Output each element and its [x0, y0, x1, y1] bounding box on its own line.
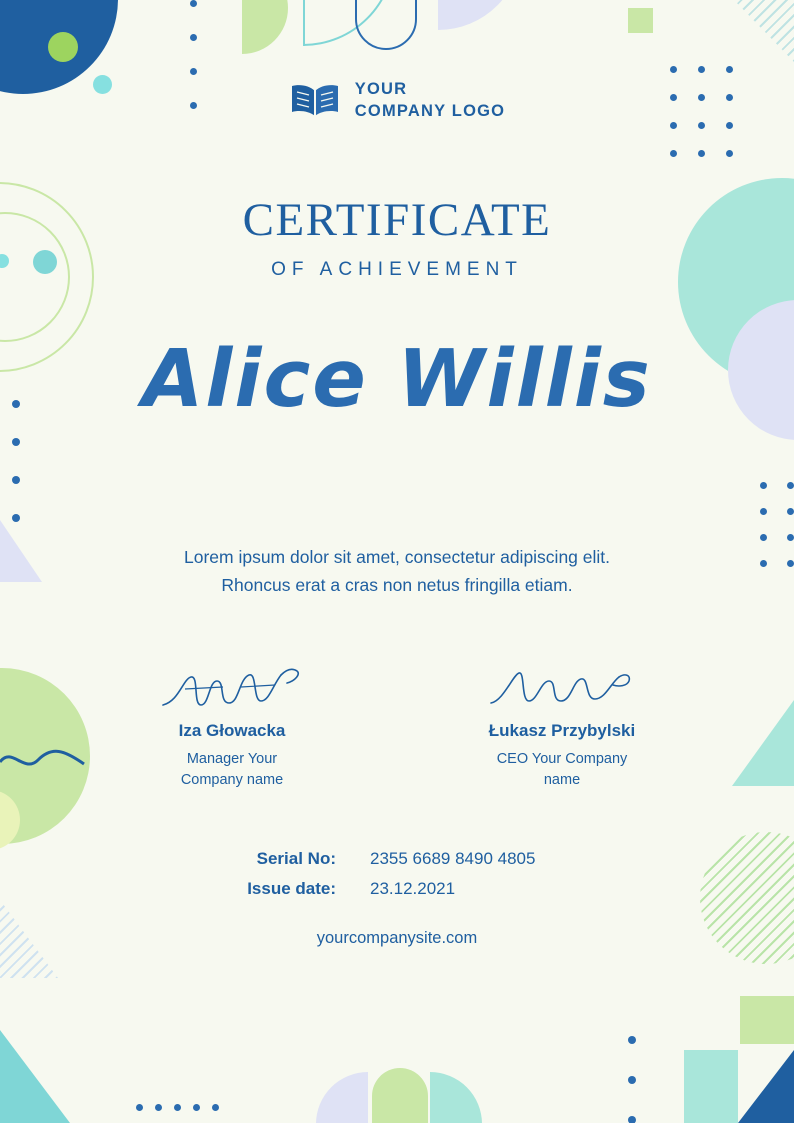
signature-mark-1 — [137, 661, 327, 713]
serial-label: Serial No: — [256, 848, 336, 868]
decor-teal-arc — [303, 0, 395, 46]
recipient-name: Alice Willis — [142, 332, 652, 425]
decor-bottom-dot-row — [136, 1104, 219, 1111]
decor-navy-triangle-bottom-right — [738, 1050, 794, 1123]
signature-mark-2 — [467, 661, 657, 713]
serial-value: 2355 6689 8490 4805 — [370, 848, 536, 868]
logo-line-1: YOUR — [354, 80, 408, 98]
issue-date-value: 23.12.2021 — [370, 878, 456, 898]
serial-row — [0, 849, 794, 869]
signatory-role-1 — [137, 749, 327, 791]
decor-lavender-shape-bottom — [316, 1072, 368, 1123]
issue-date-row — [0, 879, 794, 899]
decor-bottom-right-dot-column — [628, 1036, 636, 1123]
signatory-role-2 — [467, 749, 657, 791]
certificate-body-text: Lorem ipsum dolor sit amet, consectetur adipiscing elit. Rhoncus erat a cras non netus fringilla etiam. — [183, 546, 611, 595]
website-url[interactable]: yourcompanysite.com — [316, 928, 478, 947]
signatory-name-2: Łukasz Przybylski — [488, 720, 636, 740]
decor-green-half-circle — [242, 0, 288, 54]
logo-text — [355, 78, 505, 123]
decor-green-dot — [48, 32, 78, 62]
decor-green-square-bottom-right — [740, 996, 794, 1044]
decor-green-square — [628, 8, 653, 33]
signature-block-2 — [467, 661, 657, 791]
certificate-title: CERTIFICATE — [242, 193, 552, 246]
certificate-meta — [0, 849, 794, 899]
signature-section — [0, 661, 794, 791]
certificate-content — [0, 78, 794, 948]
decor-teal-square-bottom-right — [684, 1050, 738, 1123]
company-logo — [0, 78, 794, 123]
decor-lavender-quarter-circle — [438, 0, 522, 30]
decor-teal-triangle-bottom-left — [0, 1030, 70, 1123]
signatory-name-1: Iza Głowacka — [178, 720, 286, 740]
logo-line-2: COMPANY LOGO — [354, 102, 506, 121]
decor-teal-shape-bottom — [430, 1072, 482, 1123]
decor-green-shape-bottom — [372, 1068, 428, 1123]
decor-hatched-wedge-top-right — [734, 0, 794, 62]
signatory-role-2-line1: CEO Your Company — [496, 750, 628, 767]
signatory-role-2-line2: name — [543, 771, 581, 788]
decor-navy-arc — [355, 0, 417, 50]
open-book-icon — [289, 78, 341, 122]
signature-block-1 — [137, 661, 327, 791]
certificate-subtitle: OF ACHIEVEMENT — [271, 258, 523, 280]
issue-date-label: Issue date: — [247, 878, 336, 898]
signatory-role-1-line1: Manager Your — [186, 750, 278, 767]
signatory-role-1-line2: Company name — [180, 771, 284, 788]
